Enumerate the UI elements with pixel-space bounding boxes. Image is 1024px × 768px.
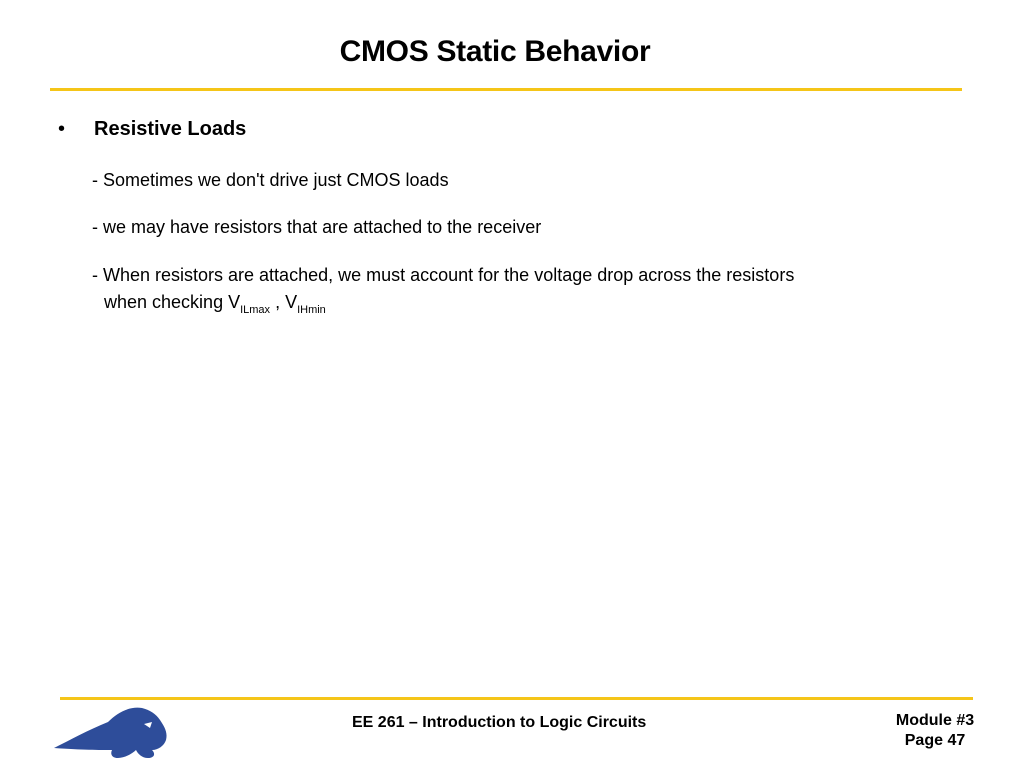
cougar-logo-icon bbox=[52, 700, 172, 762]
bullet-marker: • bbox=[58, 118, 66, 140]
continuation-prefix: when checking V bbox=[104, 292, 241, 312]
footer-module-number: Module #3 bbox=[895, 712, 975, 729]
footer-page-number: Page 47 bbox=[904, 732, 966, 749]
bottom-divider bbox=[60, 697, 973, 700]
point-resistors-attached: - we may have resistors that are attached to the receiver bbox=[92, 217, 542, 237]
footer-course-title: EE 261 – Introduction to Logic Circuits bbox=[352, 714, 647, 731]
bullet-heading: Resistive Loads bbox=[94, 118, 247, 140]
top-divider bbox=[50, 88, 962, 91]
subscript-ilmax: ILmax bbox=[240, 304, 271, 316]
point-voltage-drop-continuation bbox=[104, 290, 326, 322]
slide-title: CMOS Static Behavior bbox=[339, 35, 651, 68]
continuation-middle: , V bbox=[270, 292, 298, 312]
subscript-ihmin: IHmin bbox=[297, 304, 326, 316]
logo-shape bbox=[54, 708, 167, 758]
point-voltage-drop: - When resistors are attached, we must account for the voltage drop across the resistors bbox=[92, 265, 795, 285]
point-drive-cmos-loads: - Sometimes we don't drive just CMOS loads bbox=[92, 170, 449, 190]
footer-module-info bbox=[880, 711, 990, 751]
